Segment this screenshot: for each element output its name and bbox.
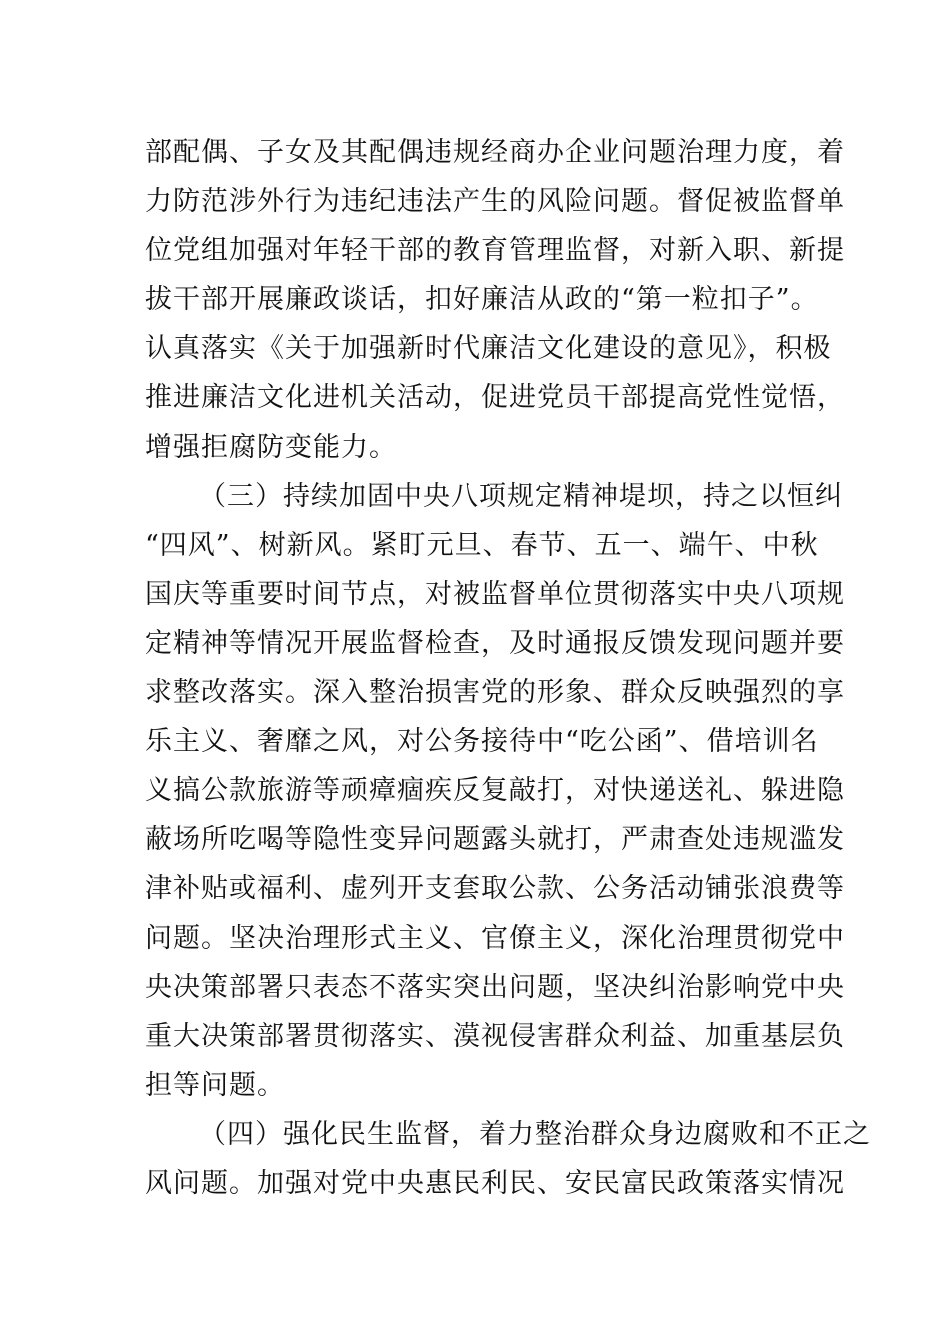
text-line: 风问题。加强对党中央惠民利民、安民富民政策落实情况: [145, 1167, 845, 1199]
section-heading-line: （四）强化民生监督，着力整治群众身边腐败和不正之: [199, 1118, 871, 1150]
text-line: 央决策部署只表态不落实突出问题，坚决纠治影响党中央: [145, 971, 845, 1003]
text-line: “四风”、树新风。紧盯元旦、春节、五一、端午、中秋: [145, 529, 819, 561]
text-line: 求整改落实。深入整治损害党的形象、群众反映强烈的享: [145, 677, 845, 709]
text-line: 推进廉洁文化进机关活动，促进党员干部提高党性觉悟，: [145, 382, 845, 414]
text-line: 拔干部开展廉政谈话，扣好廉洁从政的“第一粒扣子”。: [145, 284, 819, 316]
text-line: 蔽场所吃喝等隐性变异问题露头就打，严肃查处违规滥发: [145, 824, 845, 856]
document-body: [145, 128, 871, 1208]
text-line: 增强拒腐防变能力。: [145, 431, 397, 463]
text-line: 力防范涉外行为违纪违法产生的风险问题。督促被监督单: [145, 186, 845, 218]
text-line: 重大决策部署贯彻落实、漠视侵害群众利益、加重基层负: [145, 1020, 845, 1052]
text-line: 担等问题。: [145, 1069, 285, 1101]
text-line: 津补贴或福利、虚列开支套取公款、公务活动铺张浪费等: [145, 873, 845, 905]
text-line: 认真落实《关于加强新时代廉洁文化建设的意见》，积极: [145, 333, 832, 365]
text-line: 定精神等情况开展监督检查，及时通报反馈发现问题并要: [145, 627, 845, 659]
section-heading-line: （三）持续加固中央八项规定精神堤坝，持之以恒纠: [199, 480, 843, 512]
text-line: 位党组加强对年轻干部的教育管理监督，对新入职、新提: [145, 235, 845, 267]
text-line: 国庆等重要时间节点，对被监督单位贯彻落实中央八项规: [145, 578, 845, 610]
text-line: 乐主义、奢靡之风，对公务接待中“吃公函”、借培训名: [145, 726, 819, 758]
text-line: 义搞公款旅游等顽瘴痼疾反复敲打，对快递送礼、躲进隐: [145, 775, 845, 807]
text-line: 问题。坚决治理形式主义、官僚主义，深化治理贯彻党中: [145, 922, 845, 954]
text-line: 部配偶、子女及其配偶违规经商办企业问题治理力度，着: [145, 137, 845, 168]
